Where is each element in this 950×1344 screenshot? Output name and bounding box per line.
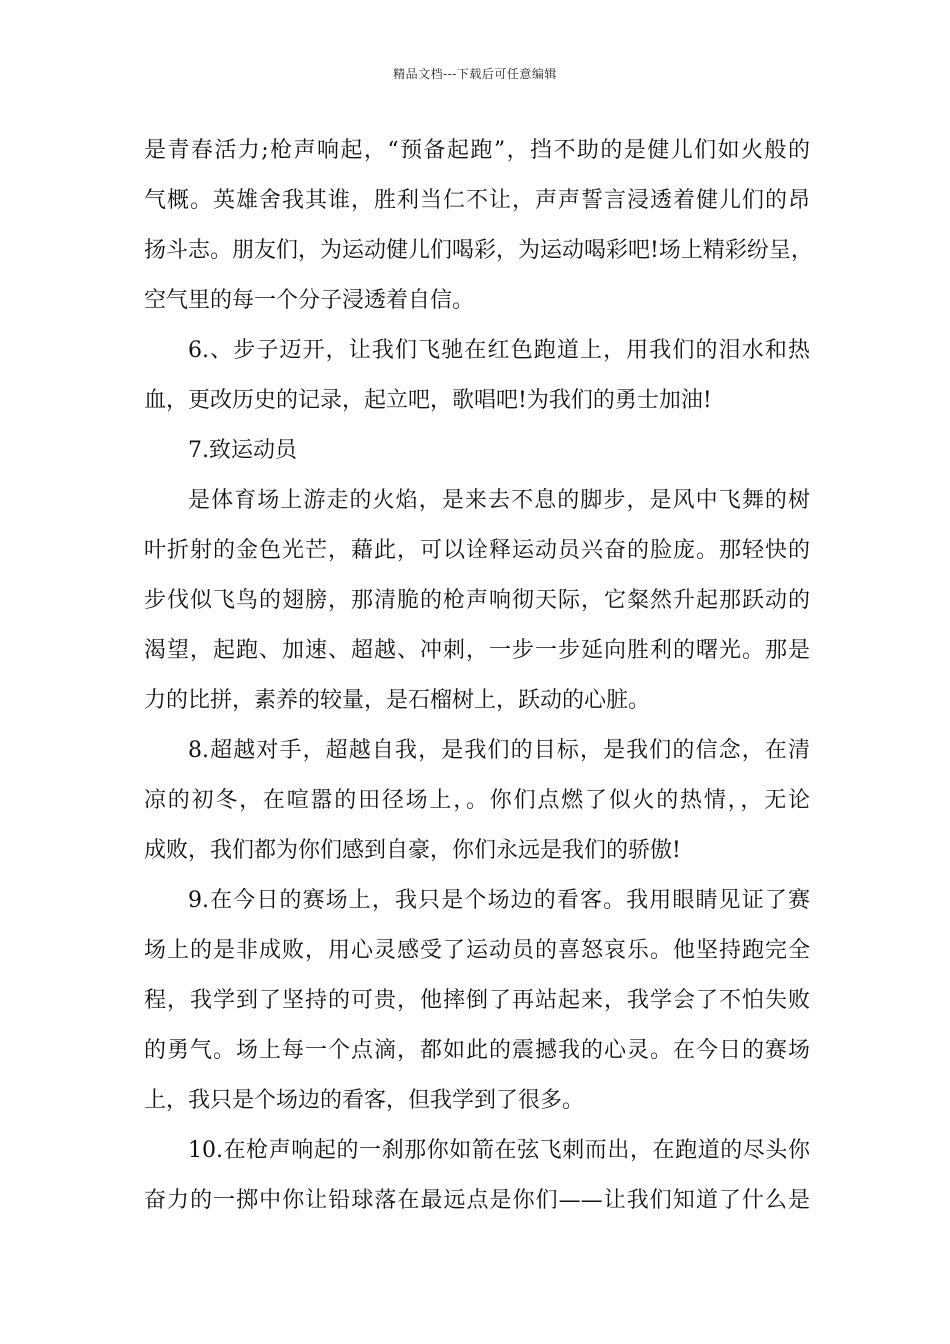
paragraph-first-line: 9.在今日的赛场上，我只是个场边的看客。我用眼睛见证了赛: [188, 888, 810, 913]
text-line: 成败，我们都为你们感到自豪，你们永远是我们的骄傲!: [144, 838, 681, 863]
text-line: 上，我只是个场边的看客，但我学到了很多。: [144, 1088, 585, 1113]
paragraph-first-line: 是体育场上游走的火焰，是来去不息的脚步，是风中飞舞的树: [188, 488, 810, 513]
text-line: 渴望，起跑、加速、超越、冲刺，一步一步延向胜利的曙光。那是: [144, 638, 810, 663]
text-line: 步伐似飞鸟的翅膀，那清脆的枪声响彻天际，它粲然升起那跃动的: [144, 588, 810, 613]
text-line: 叶折射的金色光芒，藉此，可以诠释运动员兴奋的脸庞。那轻快的: [144, 538, 810, 563]
text-line: 奋力的一掷中你让铅球落在最远点是你们——让我们知道了什么是: [144, 1188, 810, 1213]
paragraph-first-line: 6.、步子迈开，让我们飞驰在红色跑道上，用我们的泪水和热: [188, 338, 810, 363]
text-line: 的勇气。场上每一个点滴，都如此的震撼我的心灵。在今日的赛场: [144, 1038, 810, 1063]
text-line: 空气里的每一个分子浸透着自信。: [144, 288, 475, 313]
text-line: 是青春活力;枪声响起，“预备起跑”，挡不助的是健儿们如火般的: [144, 138, 810, 163]
text-line: 场上的是非成败，用心灵感受了运动员的喜怒哀乐。他坚持跑完全: [144, 938, 810, 963]
section-heading: 7.致运动员: [188, 438, 297, 463]
page-header: 精品文档---下载后可任意编辑: [393, 67, 557, 81]
paragraph-first-line: 8.超越对手，超越自我，是我们的目标，是我们的信念，在清: [188, 738, 810, 763]
document-body: [144, 126, 813, 1226]
text-line: 力的比拼，素养的较量，是石榴树上，跃动的心脏。: [144, 688, 651, 713]
text-line: 程，我学到了坚持的可贵，他摔倒了再站起来，我学会了不怕失败: [144, 988, 810, 1013]
text-line: 血，更改历史的记录，起立吧，歌唱吧!为我们的勇士加油!: [144, 388, 712, 413]
text-line: 扬斗志。朋友们，为运动健儿们喝彩，为运动喝彩吧!场上精彩纷呈，: [144, 238, 813, 263]
text-line: 气概。英雄舍我其谁，胜利当仁不让，声声誓言浸透着健儿们的昂: [144, 188, 810, 213]
text-line: 凉的初冬，在喧嚣的田径场上，。你们点燃了似火的热情，，无论: [144, 788, 810, 813]
paragraph-first-line: 10.在枪声响起的一刹那你如箭在弦飞刺而出，在跑道的尽头你: [188, 1138, 810, 1163]
